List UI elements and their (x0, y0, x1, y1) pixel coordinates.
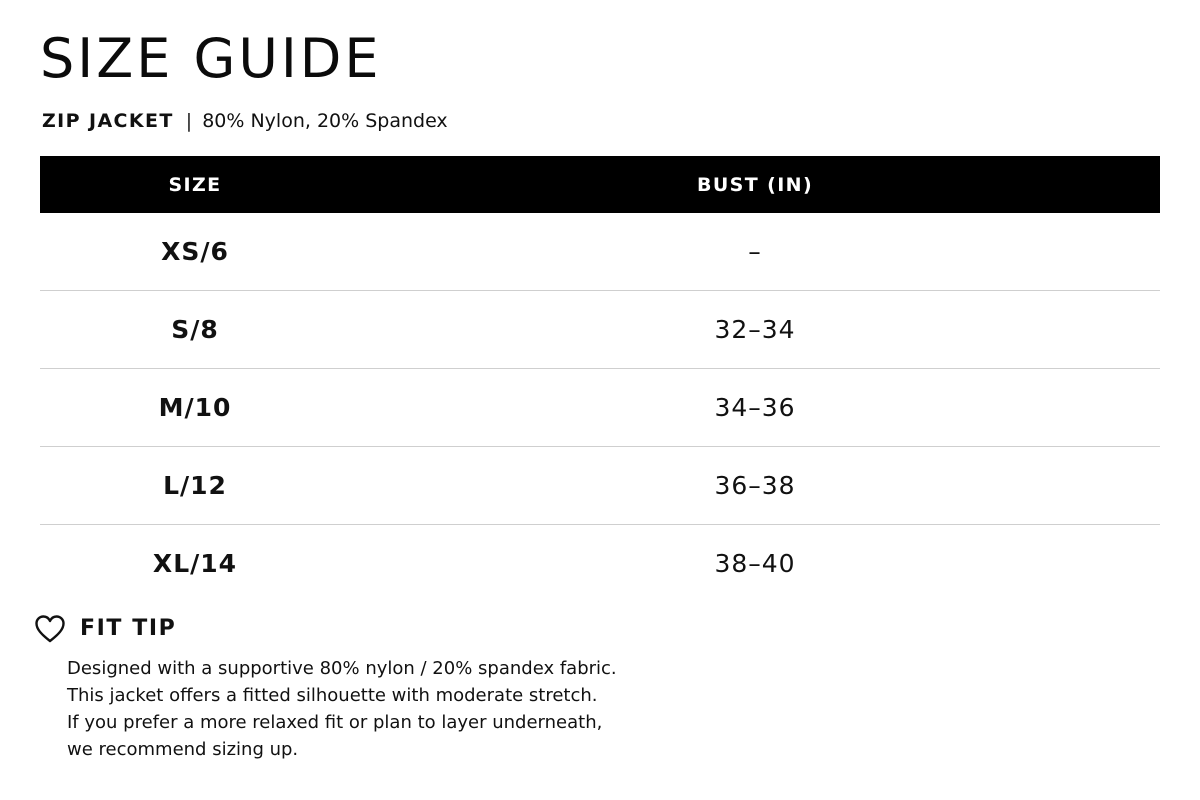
bust-cell: 32–34 (714, 315, 796, 344)
fit-tip-title: FIT TIP (80, 616, 177, 641)
fit-tip-body (67, 655, 767, 763)
column-header-size: SIZE (168, 173, 222, 196)
size-cell: XL/14 (152, 549, 238, 578)
table-row (40, 213, 1160, 291)
product-subtitle (42, 108, 448, 134)
size-cell: S/8 (171, 315, 219, 344)
bust-cell: 36–38 (714, 471, 796, 500)
bust-cell: 34–36 (714, 393, 796, 422)
bust-cell: 38–40 (714, 549, 796, 578)
heart-icon (34, 614, 66, 644)
subtitle-separator: | (185, 110, 193, 132)
size-table (40, 156, 1160, 602)
fit-tip-line: Designed with a supportive 80% nylon / 20% spandex fabric. (67, 658, 617, 679)
fit-tip-line: This jacket offers a fitted silhouette with moderate stretch. (67, 685, 598, 706)
table-row (40, 525, 1160, 602)
fit-tip-line: If you prefer a more relaxed fit or plan to layer underneath, (67, 712, 603, 733)
fit-tip-line: we recommend sizing up. (67, 739, 299, 760)
size-cell: L/12 (163, 471, 227, 500)
product-name: ZIP JACKET (42, 110, 174, 132)
fit-tip-heading (34, 614, 176, 644)
size-cell: XS/6 (161, 237, 229, 266)
table-row (40, 447, 1160, 525)
table-header (40, 156, 1160, 213)
table-row (40, 369, 1160, 447)
table-row (40, 291, 1160, 369)
bust-cell: – (748, 237, 762, 266)
fabric-composition: 80% Nylon, 20% Spandex (202, 110, 448, 132)
column-header-bust: BUST (IN) (696, 173, 814, 196)
page-title: SIZE GUIDE (40, 27, 382, 90)
size-cell: M/10 (158, 393, 232, 422)
